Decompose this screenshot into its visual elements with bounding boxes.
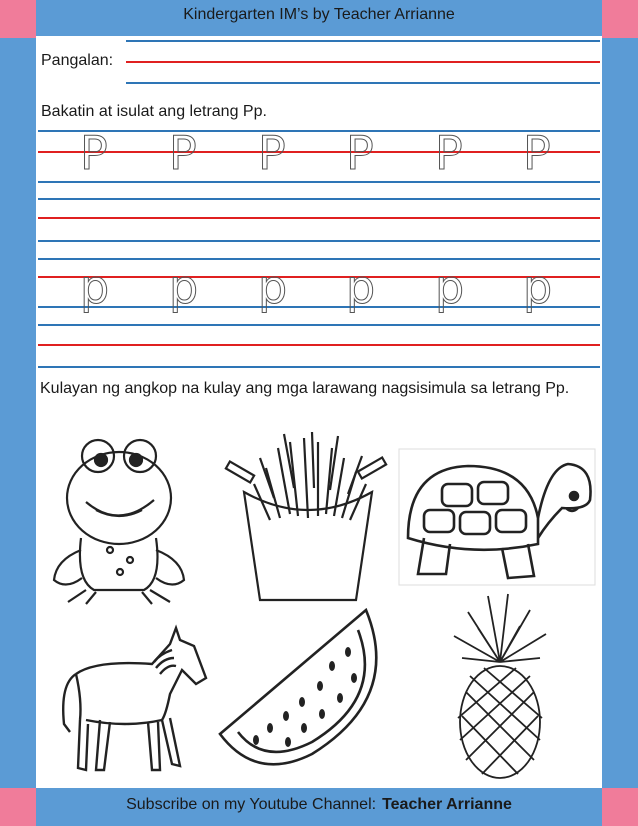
writing-line	[38, 324, 600, 326]
writing-line	[38, 130, 600, 132]
fries-icon[interactable]	[224, 428, 388, 604]
writing-line	[38, 181, 600, 183]
writing-line	[38, 217, 600, 219]
writing-line	[38, 258, 600, 260]
name-line-mid[interactable]	[126, 61, 600, 63]
trace-letter-lowercase[interactable]: p	[346, 260, 376, 314]
watermelon-icon[interactable]	[216, 606, 394, 776]
writing-line	[38, 306, 600, 308]
writing-line	[38, 198, 600, 200]
trace-instruction: Bakatin at isulat ang letrang Pp.	[41, 103, 267, 120]
trace-letter-lowercase[interactable]: p	[80, 260, 110, 314]
trace-letter-uppercase[interactable]: P	[258, 126, 286, 180]
name-label: Pangalan:	[41, 52, 114, 69]
subscribe-text: Subscribe on my Youtube Channel:	[126, 796, 377, 813]
turtle-icon[interactable]	[398, 448, 596, 586]
trace-letter-uppercase[interactable]: P	[80, 126, 108, 180]
trace-letter-uppercase[interactable]: P	[346, 126, 374, 180]
writing-line	[38, 151, 600, 153]
name-line-bottom	[126, 82, 600, 84]
footer-subscribe	[0, 796, 638, 814]
pineapple-icon[interactable]	[448, 592, 552, 782]
horse-icon[interactable]	[56, 624, 212, 776]
frog-icon[interactable]	[46, 430, 192, 606]
trace-letter-uppercase[interactable]: P	[169, 126, 197, 180]
trace-letter-lowercase[interactable]: p	[169, 260, 199, 314]
name-line-top	[126, 40, 600, 42]
trace-letter-lowercase[interactable]: p	[523, 260, 553, 314]
trace-letter-uppercase[interactable]: P	[435, 126, 463, 180]
header-title: Kindergarten IM’s by Teacher Arrianne	[183, 6, 455, 23]
writing-line	[38, 344, 600, 346]
color-instruction: Kulayan ng angkop na kulay ang mga larawang nagsisimula sa letrang Pp.	[40, 380, 570, 397]
writing-line	[38, 240, 600, 242]
trace-letter-lowercase[interactable]: p	[435, 260, 465, 314]
channel-name[interactable]: Teacher Arrianne	[382, 796, 512, 813]
writing-line	[38, 276, 600, 278]
writing-line	[38, 366, 600, 368]
trace-letter-uppercase[interactable]: P	[523, 126, 551, 180]
trace-letter-lowercase[interactable]: p	[258, 260, 288, 314]
